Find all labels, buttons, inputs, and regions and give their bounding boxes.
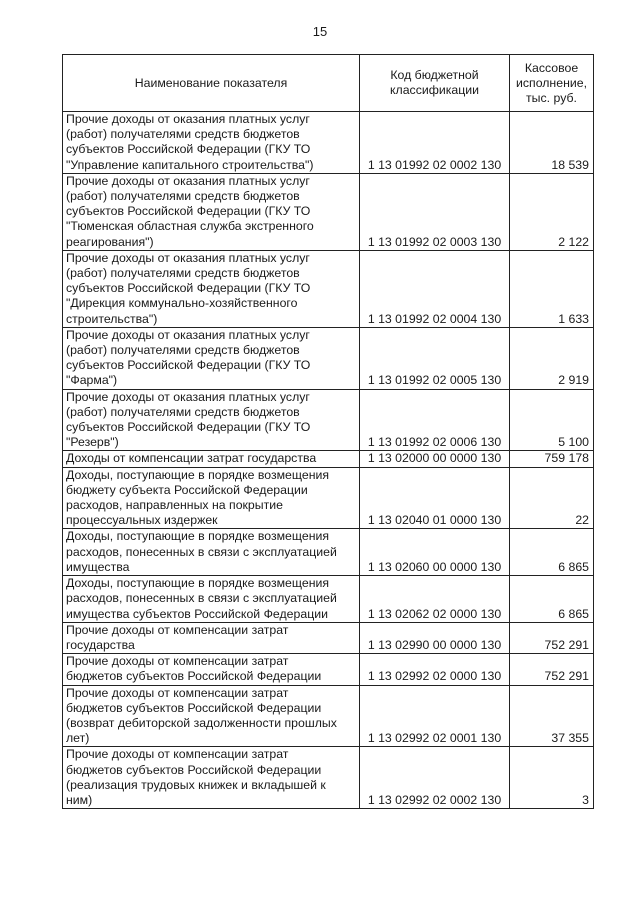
indicator-name-cell: Доходы, поступающие в порядке возмещения расходов, понесенных в связи с эксплуатацией имущества субъектов Российской Федерации bbox=[63, 576, 360, 623]
budget-code-cell: 1 13 02990 00 0000 130 bbox=[360, 622, 510, 653]
indicator-name-cell: Прочие доходы от оказания платных услуг (работ) получателями средств бюджетов субъектов Российской Федерации (ГКУ ТО "Резерв") bbox=[63, 389, 360, 451]
amount-cell: 18 539 bbox=[510, 112, 594, 174]
budget-revenue-table bbox=[62, 54, 594, 809]
amount-cell: 2 919 bbox=[510, 327, 594, 389]
table-row bbox=[63, 173, 594, 250]
indicator-name-cell: Прочие доходы от компенсации затрат государства bbox=[63, 622, 360, 653]
table-row bbox=[63, 529, 594, 576]
budget-code-cell: 1 13 02992 02 0002 130 bbox=[360, 747, 510, 809]
amount-cell: 6 865 bbox=[510, 529, 594, 576]
table-row bbox=[63, 250, 594, 327]
indicator-name-cell: Прочие доходы от компенсации затрат бюджетов субъектов Российской Федерации (возврат дебиторской задолженности прошлых лет) bbox=[63, 685, 360, 747]
indicator-name-cell: Прочие доходы от оказания платных услуг (работ) получателями средств бюджетов субъектов Российской Федерации (ГКУ ТО "Управление капитального строительства") bbox=[63, 112, 360, 174]
budget-code-cell: 1 13 01992 02 0005 130 bbox=[360, 327, 510, 389]
table-row bbox=[63, 576, 594, 623]
amount-cell: 2 122 bbox=[510, 173, 594, 250]
header-indicator-name: Наименование показателя bbox=[63, 55, 360, 112]
indicator-name-cell: Прочие доходы от оказания платных услуг (работ) получателями средств бюджетов субъектов Российской Федерации (ГКУ ТО "Тюменская областная служба экстренного реагирования") bbox=[63, 173, 360, 250]
amount-cell: 1 633 bbox=[510, 250, 594, 327]
indicator-name-cell: Прочие доходы от оказания платных услуг (работ) получателями средств бюджетов субъектов Российской Федерации (ГКУ ТО "Фарма") bbox=[63, 327, 360, 389]
amount-cell: 752 291 bbox=[510, 622, 594, 653]
table-row bbox=[63, 685, 594, 747]
amount-cell: 759 178 bbox=[510, 451, 594, 467]
amount-cell: 6 865 bbox=[510, 576, 594, 623]
budget-code-cell: 1 13 02060 00 0000 130 bbox=[360, 529, 510, 576]
amount-cell: 3 bbox=[510, 747, 594, 809]
page-number: 15 bbox=[312, 24, 328, 39]
table-row bbox=[63, 747, 594, 809]
indicator-name-cell: Прочие доходы от компенсации затрат бюджетов субъектов Российской Федерации bbox=[63, 654, 360, 685]
indicator-name-cell: Прочие доходы от оказания платных услуг (работ) получателями средств бюджетов субъектов Российской Федерации (ГКУ ТО "Дирекция коммунально-хозяйственного строительства") bbox=[63, 250, 360, 327]
amount-cell: 22 bbox=[510, 467, 594, 529]
table-row bbox=[63, 112, 594, 174]
table-body bbox=[63, 112, 594, 809]
table-row bbox=[63, 654, 594, 685]
table-row bbox=[63, 389, 594, 451]
indicator-name-cell: Доходы, поступающие в порядке возмещения бюджету субъекта Российской Федерации расходов, направленных на покрытие процессуальных издержек bbox=[63, 467, 360, 529]
amount-cell: 752 291 bbox=[510, 654, 594, 685]
table-row bbox=[63, 622, 594, 653]
budget-code-cell: 1 13 02992 02 0001 130 bbox=[360, 685, 510, 747]
header-budget-code: Код бюджетной классификации bbox=[360, 55, 510, 112]
table-row bbox=[63, 327, 594, 389]
indicator-name-cell: Доходы от компенсации затрат государства bbox=[63, 451, 360, 467]
amount-cell: 37 355 bbox=[510, 685, 594, 747]
indicator-name-cell: Доходы, поступающие в порядке возмещения расходов, понесенных в связи с эксплуатацией имущества bbox=[63, 529, 360, 576]
table-row bbox=[63, 451, 594, 467]
budget-code-cell: 1 13 02000 00 0000 130 bbox=[360, 451, 510, 467]
budget-code-cell: 1 13 02992 02 0000 130 bbox=[360, 654, 510, 685]
table-header bbox=[63, 55, 594, 112]
budget-code-cell: 1 13 02040 01 0000 130 bbox=[360, 467, 510, 529]
table-row bbox=[63, 467, 594, 529]
budget-code-cell: 1 13 01992 02 0006 130 bbox=[360, 389, 510, 451]
amount-cell: 5 100 bbox=[510, 389, 594, 451]
budget-code-cell: 1 13 01992 02 0003 130 bbox=[360, 173, 510, 250]
budget-code-cell: 1 13 01992 02 0004 130 bbox=[360, 250, 510, 327]
header-cash-execution: Кассовое исполнение, тыс. руб. bbox=[510, 55, 594, 112]
header-row bbox=[63, 55, 594, 112]
indicator-name-cell: Прочие доходы от компенсации затрат бюджетов субъектов Российской Федерации (реализация трудовых книжек и вкладышей к ним) bbox=[63, 747, 360, 809]
budget-code-cell: 1 13 01992 02 0002 130 bbox=[360, 112, 510, 174]
budget-code-cell: 1 13 02062 02 0000 130 bbox=[360, 576, 510, 623]
